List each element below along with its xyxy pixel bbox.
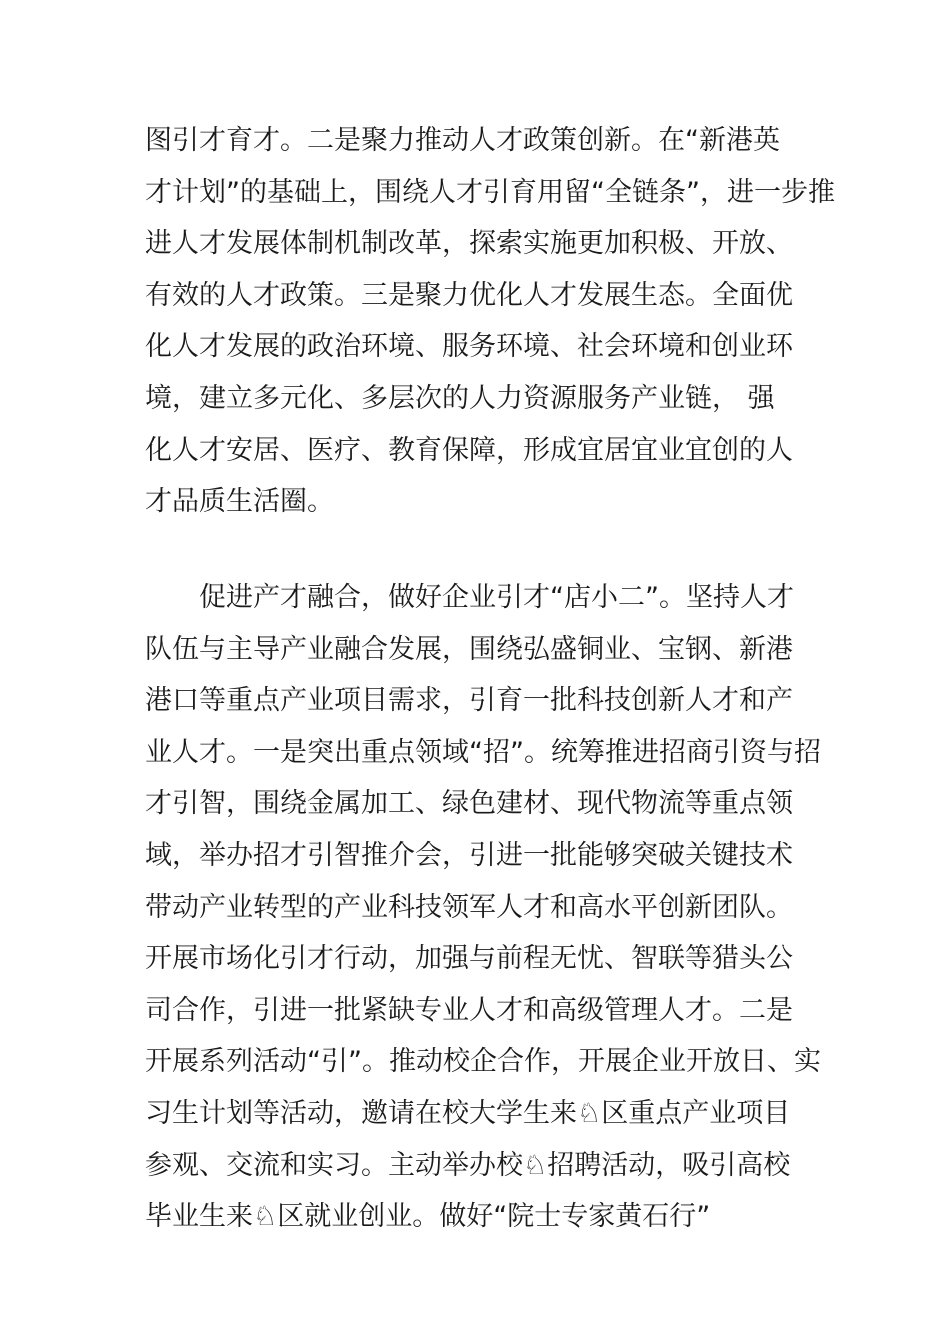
text-line: 队伍与主导产业融合发展，围绕弘盛铜业、宝钢、新港 xyxy=(145,633,793,665)
text-line: 域，举办招才引智推介会，引进一批能够突破关键技术 xyxy=(145,839,793,871)
text-line: 习生计划等活动，邀请在校大学生来♘区重点产业项目 xyxy=(145,1097,791,1129)
text-line: 司合作，引进一批紧缺专业人才和高级管理人才。二是 xyxy=(145,994,793,1026)
text-line: 带动产业转型的产业科技领军人才和高水平创新团队。 xyxy=(145,891,793,923)
text-line: 开展系列活动“引”。推动校企合作，开展企业开放日、实 xyxy=(145,1046,821,1078)
text-line: 进人才发展体制机制改革，探索实施更加积极、开放、 xyxy=(145,228,793,260)
text-line: 化人才安居、医疗、教育保障，形成宜居宜业宜创的人 xyxy=(145,434,793,466)
text-line: 港口等重点产业项目需求，引育一批科技创新人才和产 xyxy=(145,685,793,717)
text-line: 参观、交流和实习。主动举办校♘招聘活动，吸引高校 xyxy=(145,1149,791,1181)
text-line: 才引智，围绕金属加工、绿色建材、现代物流等重点领 xyxy=(145,788,793,820)
text-line: 开展市场化引才行动，加强与前程无忧、智联等猎头公 xyxy=(145,943,793,975)
text-line: 图引才育才。二是聚力推动人才政策创新。在“新港英 xyxy=(145,125,780,156)
text-line: 才品质生活圈。 xyxy=(145,486,334,518)
text-line: 促进产才融合，做好企业引才“店小二”。坚持人才 xyxy=(145,582,794,613)
paragraph-talent-policy xyxy=(145,115,835,528)
text-line: 毕业生来♘区就业创业。做好“院士专家黄石行” xyxy=(145,1201,711,1233)
paragraph-industry-talent xyxy=(145,572,821,1243)
text-line: 境，建立多元化、多层次的人力资源服务产业链， 强 xyxy=(145,382,775,414)
text-line: 才计划”的基础上，围绕人才引育用留“全链条”，进一步推 xyxy=(145,176,835,208)
text-line: 化人才发展的政治环境、服务环境、社会环境和创业环 xyxy=(145,331,793,363)
text-line: 业人才。一是突出重点领域“招”。统筹推进招商引资与招 xyxy=(145,736,821,768)
text-line: 有效的人才政策。三是聚力优化人才发展生态。全面优 xyxy=(145,279,793,311)
